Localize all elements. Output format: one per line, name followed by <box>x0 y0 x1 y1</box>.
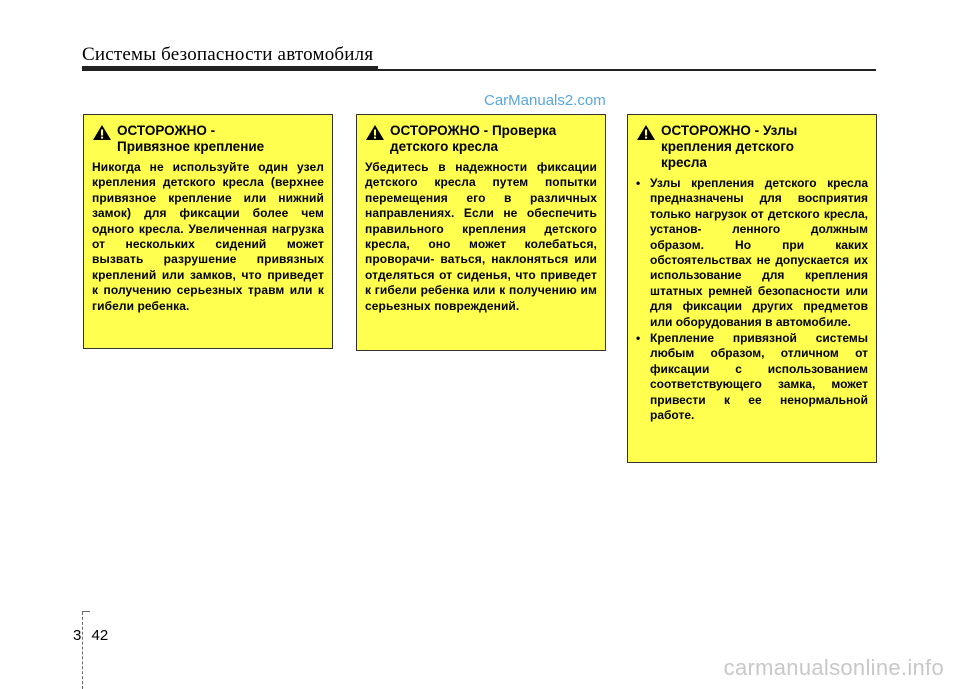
list-item-text: Узлы крепления детского кресла предназначены для восприятия только нагрузок от детского кресла, установ- ленного должным образом. Но при каких обстоятельствах не допускается их использование для крепления штатных ремней безопасности или для фиксации других предметов или оборудования в автомобиле. <box>650 176 868 329</box>
section-title: Системы безопасности автомобиля <box>82 44 374 65</box>
list-item <box>636 176 868 330</box>
warning-triangle-icon <box>636 124 656 141</box>
watermark-footer: carmanualsonline.info <box>723 655 944 680</box>
chapter-number: 3 <box>73 627 82 644</box>
page-number <box>73 627 108 644</box>
warning-box-seat-check <box>356 114 606 351</box>
warning-subheading-inline: Узлы <box>762 123 798 138</box>
warning-heading <box>92 123 324 155</box>
warning-triangle-icon <box>92 124 112 141</box>
header-rule-thin <box>378 69 876 71</box>
warning-bullet-list <box>636 176 868 424</box>
page-number-value: 42 <box>91 627 109 644</box>
list-item <box>636 331 868 423</box>
header-rule-thick <box>82 66 378 71</box>
warning-heading <box>636 123 868 171</box>
bullet-mark: • <box>636 176 641 190</box>
warning-triangle-icon <box>365 124 385 141</box>
warning-heading <box>365 123 597 155</box>
warning-subheading-2: кресла <box>661 155 707 170</box>
warning-box-tether <box>83 114 333 349</box>
list-item-text: Крепление привязной системы любым образом, отличном от фиксации с использованием соответствующего замка, может привести к ее ненормальной работе. <box>650 331 868 423</box>
warning-body: Убедитесь в надежности фиксации детского кресла путем попытки перемещения его в различных направлениях. Если не обеспечить правильного крепления детского кресла, оно может колебаться, проворачи- ваться, наклоняться или отделяться от сиденья, что приведет к гибели ребенка или к получению им серьезных повреждений. <box>365 160 597 313</box>
warning-label: ОСТОРОЖНО - <box>390 123 489 138</box>
warning-subheading: Привязное крепление <box>117 139 265 154</box>
warning-subheading-inline: Проверка <box>491 123 557 138</box>
warning-box-anchors <box>627 114 877 463</box>
warning-subheading: детского кресла <box>390 139 499 154</box>
warning-body: Никогда не используйте один узел крепления детского кресла (верхнее привязное крепление или нижний замок) для фиксации более чем одного кресла. Увеличенная нагрузка от нескольких сидений может вызвать разрушение привязных креплений или замков, что приведет к получению серьезных травм или к гибели ребенка. <box>92 160 324 313</box>
warning-label: ОСТОРОЖНО - <box>661 123 760 138</box>
bullet-mark: • <box>636 331 641 346</box>
footer-divider <box>82 612 83 689</box>
warning-label: ОСТОРОЖНО - <box>117 123 216 138</box>
watermark-link[interactable]: CarManuals2.com <box>484 92 606 109</box>
footer-tick <box>82 611 90 612</box>
warning-subheading: крепления детского <box>661 139 795 154</box>
